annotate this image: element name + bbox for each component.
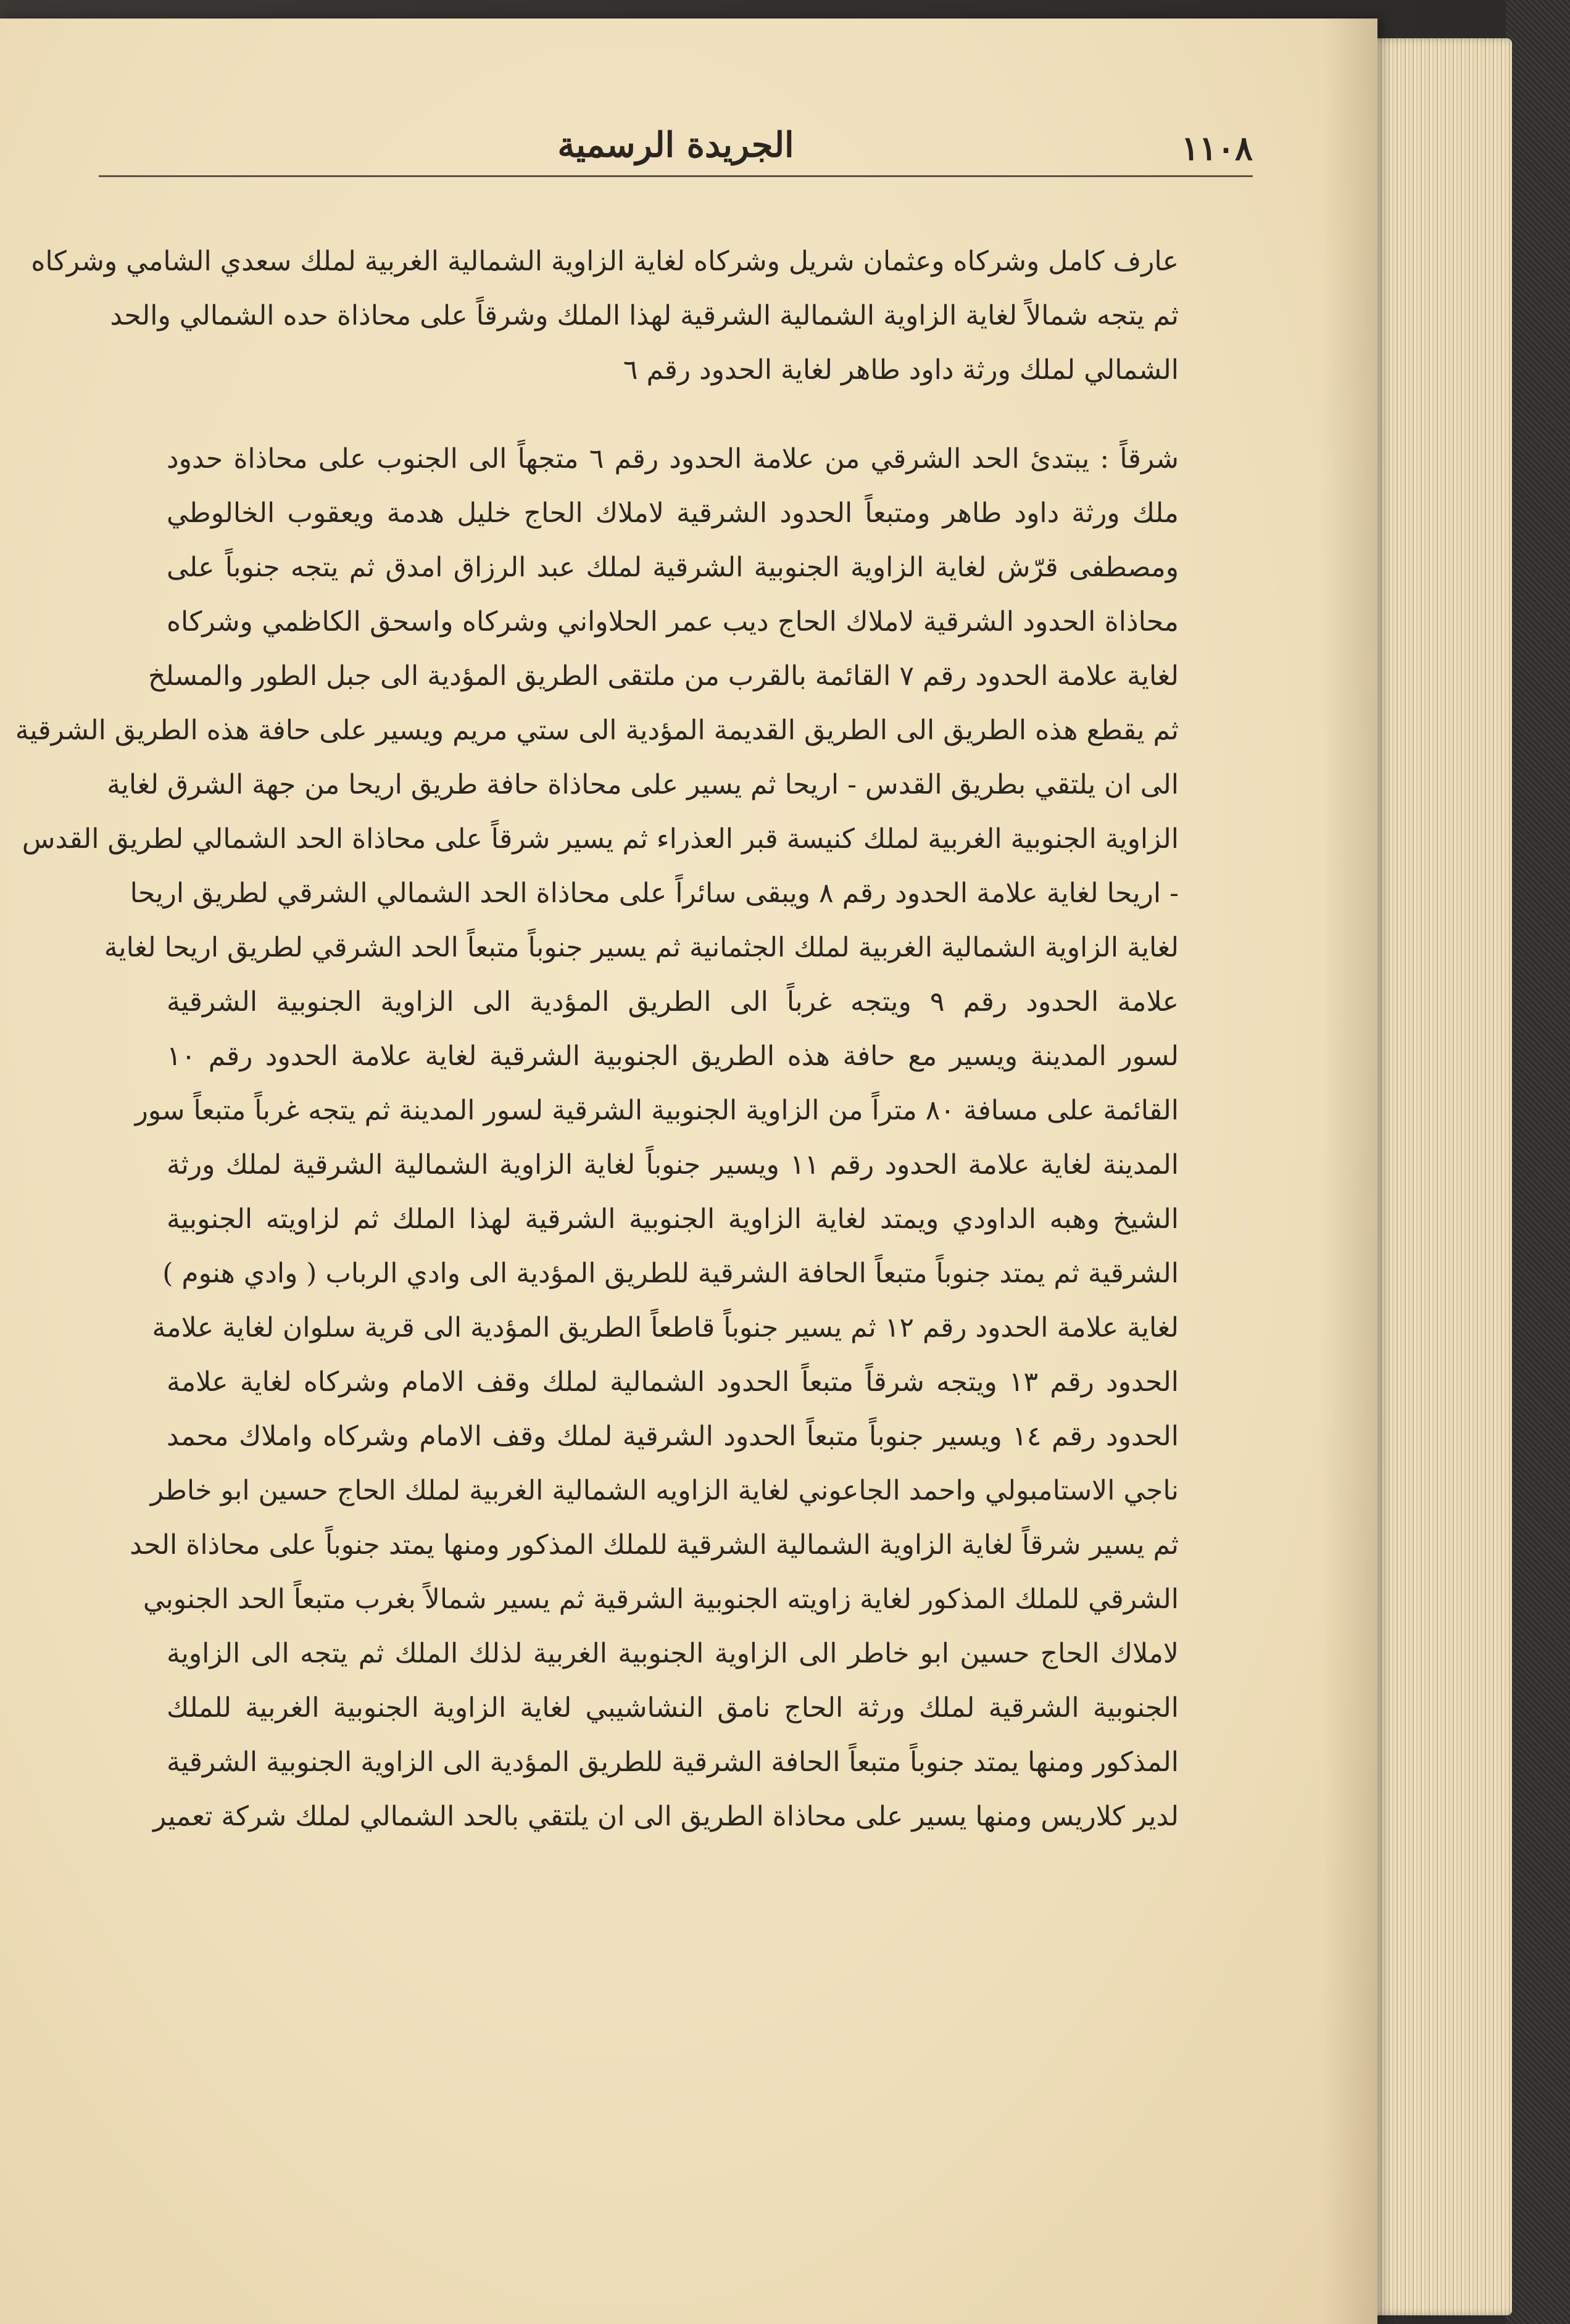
text-line: الحدود رقم ١٣ ويتجه شرقاً متبعاً الحدود الشمالية لملك وقف الامام وشركاه لغاية علامة: [167, 1366, 1179, 1398]
text-line: الشيخ وهبه الداودي ويمتد لغاية الزاوية الجنوبية الشرقية لهذا الملك ثم لزاويته الجنوبية: [167, 1203, 1179, 1235]
text-line: محاذاة الحدود الشرقية لاملاك الحاج ديب عمر الحلاواني وشركاه واسحق الكاظمي وشركاه: [167, 606, 1179, 637]
text-line: الشمالي لملك ورثة داود طاهر لغاية الحدود رقم ٦: [623, 354, 1179, 386]
paragraph-gap: [167, 397, 1179, 432]
text-line: لاملاك الحاج حسين ابو خاطر الى الزاوية الجنوبية الغربية لذلك الملك ثم يتجه الى الزاوية: [167, 1638, 1179, 1669]
text-line: شرقاً : يبتدئ الحد الشرقي من علامة الحدود رقم ٦ متجهاً الى الجنوب على محاذاة حدود: [167, 443, 1179, 475]
paragraph-east-boundary: [15, 432, 1179, 1844]
body-text: [15, 234, 1179, 1844]
text-line: الشرقية ثم يمتد جنوباً متبعاً الحافة الشرقية للطريق المؤدية الى وادي الرباب ( وادي هنوم ): [162, 1258, 1179, 1289]
book-binding: [1506, 0, 1570, 2324]
page-edges: [1358, 38, 1512, 2315]
text-line: لغاية علامة الحدود رقم ١٢ ثم يسير جنوباً قاطعاً الطريق المؤدية الى قرية سلوان لغاية علامة: [152, 1312, 1179, 1343]
text-line: عارف كامل وشركاه وعثمان شريل وشركاه لغاية الزاوية الشمالية الغربية لملك سعدي الشامي وشركاه: [31, 246, 1179, 277]
text-line: ثم يتجه شمالاً لغاية الزاوية الشمالية الشرقية لهذا الملك وشرقاً على محاذاة حده الشمالي والحد: [110, 300, 1179, 331]
text-line: ومصطفى قرّش لغاية الزاوية الجنوبية الشرقية لملك عبد الرزاق امدق ثم يتجه جنوباً على: [167, 552, 1179, 583]
page-header: [99, 111, 1253, 179]
text-line: لسور المدينة ويسير مع حافة هذه الطريق الجنوبية الشرقية لغاية علامة الحدود رقم ١٠: [167, 1040, 1179, 1072]
text-line: القائمة على مسافة ٨٠ متراً من الزاوية الجنوبية الشرقية لسور المدينة ثم يتجه غرباً متبعاً سور: [135, 1095, 1179, 1126]
paragraph-north-boundary: [31, 234, 1179, 397]
text-line: لغاية الزاوية الشمالية الغربية لملك الجثمانية ثم يسير جنوباً متبعاً الحد الشرقي لطريق اريحا لغاية: [104, 932, 1179, 963]
text-line: الشرقي للملك المذكور لغاية زاويته الجنوبية الشرقية ثم يسير شمالاً بغرب متبعاً الحد الجنوبي: [143, 1583, 1179, 1615]
text-line: ملك ورثة داود طاهر ومتبعاً الحدود الشرقية لاملاك الحاج خليل هدمة ويعقوب الخالوطي: [167, 497, 1179, 529]
page-number: ١١٠٨: [1181, 128, 1253, 168]
document-page: [0, 19, 1377, 2324]
text-line: الجنوبية الشرقية لملك ورثة الحاج نامق النشاشيبي لغاية الزاوية الجنوبية الغربية للملك: [167, 1692, 1179, 1724]
text-line: الى ان يلتقي بطريق القدس - اريحا ثم يسير على محاذاة حافة طريق اريحا من جهة الشرق لغاية: [107, 769, 1179, 800]
text-line: المدينة لغاية علامة الحدود رقم ١١ ويسير جنوباً لغاية الزاوية الشمالية الشرقية لملك ورثة: [167, 1149, 1179, 1181]
text-line: المذكور ومنها يمتد جنوباً متبعاً الحافة الشرقية للطريق المؤدية الى الزاوية الجنوبية الشرقية: [167, 1746, 1179, 1778]
text-line: علامة الحدود رقم ٩ ويتجه غرباً الى الطريق المؤدية الى الزاوية الجنوبية الشرقية: [167, 986, 1179, 1018]
text-line: ثم يسير شرقاً لغاية الزاوية الشمالية الشرقية للملك المذكور ومنها يمتد جنوباً على محاذاة الحد: [130, 1529, 1179, 1561]
text-line: الحدود رقم ١٤ ويسير جنوباً متبعاً الحدود الشرقية لملك وقف الامام وشركاه واملاك محمد: [167, 1421, 1179, 1452]
text-line: لدير كلاريس ومنها يسير على محاذاة الطريق الى ان يلتقي بالحد الشمالي لملك شركة تعمير: [152, 1801, 1179, 1832]
text-line: - اريحا لغاية علامة الحدود رقم ٨ ويبقى سائراً على محاذاة الحد الشمالي الشرقي لطريق اريحا: [130, 878, 1179, 909]
text-line: الزاوية الجنوبية الغربية لملك كنيسة قبر العذراء ثم يسير شرقاً على محاذاة الحد الشمالي لطريق القدس: [22, 823, 1179, 855]
text-line: ثم يقطع هذه الطريق الى الطريق القديمة المؤدية الى ستي مريم ويسير على حافة هذه الطريق الشرقية: [15, 715, 1179, 746]
header-rule: [99, 175, 1253, 177]
text-line: لغاية علامة الحدود رقم ٧ القائمة بالقرب من ملتقى الطريق المؤدية الى جبل الطور والمسلخ: [147, 660, 1179, 692]
text-line: ناجي الاستامبولي واحمد الجاعوني لغاية الزاويه الشمالية الغربية لملك الحاج حسين ابو خاطر: [150, 1475, 1179, 1506]
running-title: الجريدة الرسمية: [557, 125, 794, 165]
